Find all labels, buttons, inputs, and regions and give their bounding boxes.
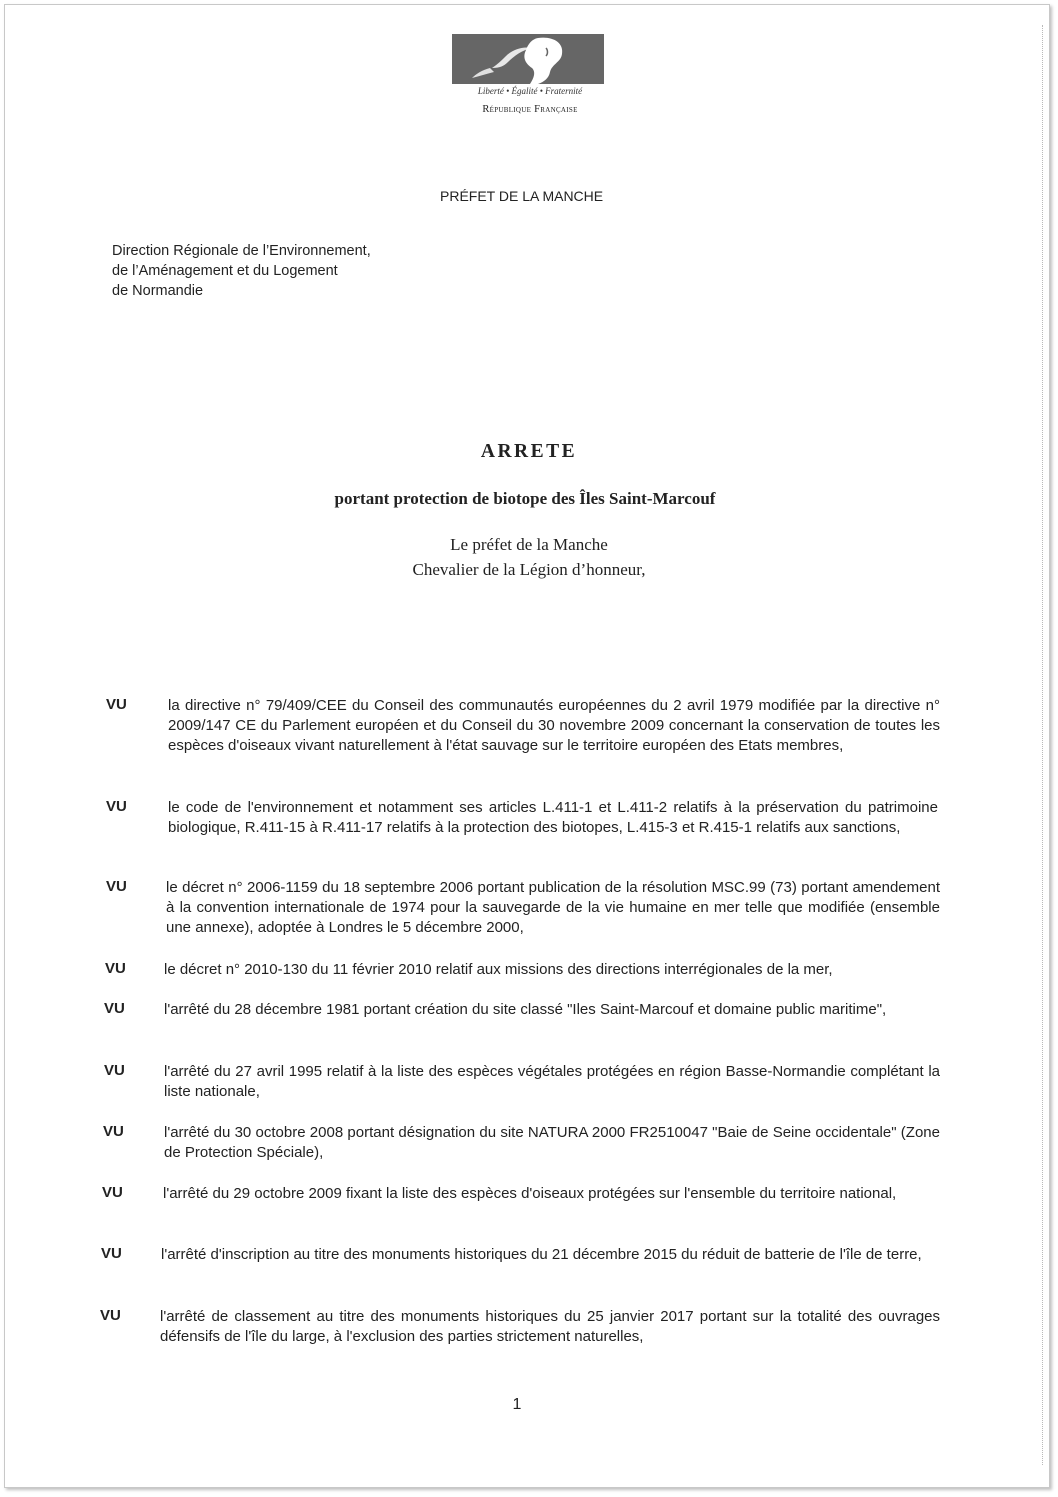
author-title: Le préfet de la Manche [450, 535, 608, 554]
vu-label: VU [101, 1245, 122, 1262]
vu-label: VU [106, 878, 127, 895]
author-distinction: Chevalier de la Légion d’honneur, [412, 560, 646, 579]
document-title: ARRETE [480, 441, 578, 462]
consideration-text: le décret n° 2006-1159 du 18 septembre 2006 portant publication de la résolution MSC.99 (73) portant amendement à la convention internationale de 1974 pour la sauvegarde de la vie humaine en mer telle que modifiée (ensemble une annexe), adoptée à Londres le 5 décembre 2000, [166, 879, 940, 936]
document-subtitle: portant protection de biotope des Îles Saint-Marcouf [334, 489, 716, 508]
marianne-logo [452, 34, 604, 84]
consideration-text: l'arrêté du 30 octobre 2008 portant désignation du site NATURA 2000 FR2510047 "Baie de Seine occidentale" (Zone de Protection Spéciale), [164, 1124, 940, 1161]
vu-label: VU [106, 696, 127, 713]
consideration-text: l'arrêté du 27 avril 1995 relatif à la liste des espèces végétales protégées en région Basse-Normandie complétant la liste nationale, [164, 1063, 940, 1100]
vu-label: VU [105, 960, 126, 977]
vu-label: VU [106, 798, 127, 815]
consideration-text: l'arrêté d'inscription au titre des monuments historiques du 21 décembre 2015 du réduit de batterie de l'île de terre, [161, 1246, 922, 1263]
consideration-text: l'arrêté du 28 décembre 1981 portant création du site classé "Iles Saint-Marcouf et domaine public maritime", [164, 1001, 887, 1018]
issuer-line: Direction Régionale de l’Environnement, [112, 243, 371, 259]
republic-motto: Liberté • Égalité • Fraternité [477, 86, 583, 96]
vu-label: VU [100, 1307, 121, 1324]
consideration-text: l'arrêté du 29 octobre 2009 fixant la liste des espèces d'oiseaux protégées sur l'ensemble du territoire national, [163, 1185, 897, 1202]
issuer-line: de Normandie [112, 283, 204, 299]
marianne-logo-graphic [452, 34, 604, 84]
page-number: 1 [512, 1396, 522, 1413]
consideration-text: la directive n° 79/409/CEE du Conseil des communautés européennes du 2 avril 1979 modifiée par la directive n° 2009/147 CE du Parlement européen et du Conseil du 30 novembre 2009 concernant la conservation de toutes les espèces d'oiseaux vivant naturellement à l'état sauvage sur le territoire européen des Etats membres, [168, 697, 940, 754]
vu-label: VU [104, 1000, 125, 1017]
consideration-text: le code de l'environnement et notamment ses articles L.411-1 et L.411-2 relatifs à la préservation du patrimoine biologique, R.411-15 à R.411-17 relatifs à la protection des biotopes, L.415-3 et R.415-1 relatifs aux sanctions, [168, 799, 938, 836]
scan-edge-artifact [1040, 25, 1043, 1465]
vu-label: VU [103, 1123, 124, 1140]
consideration-text: le décret n° 2010-130 du 11 février 2010 relatif aux missions des directions interrégionales de la mer, [164, 961, 833, 978]
consideration-text: l'arrêté de classement au titre des monuments historiques du 25 janvier 2017 portant sur la totalité des ouvrages défensifs de l'île du large, à l'exclusion des parties strictement naturelles, [160, 1308, 940, 1345]
issuer-line: de l’Aménagement et du Logement [112, 263, 338, 279]
vu-label: VU [102, 1184, 123, 1201]
issuing-authority [112, 241, 371, 301]
prefecture-header: PRÉFET DE LA MANCHE [440, 188, 604, 204]
republic-name: République Française [482, 104, 578, 115]
author-block [0, 532, 1058, 582]
vu-label: VU [104, 1062, 125, 1079]
